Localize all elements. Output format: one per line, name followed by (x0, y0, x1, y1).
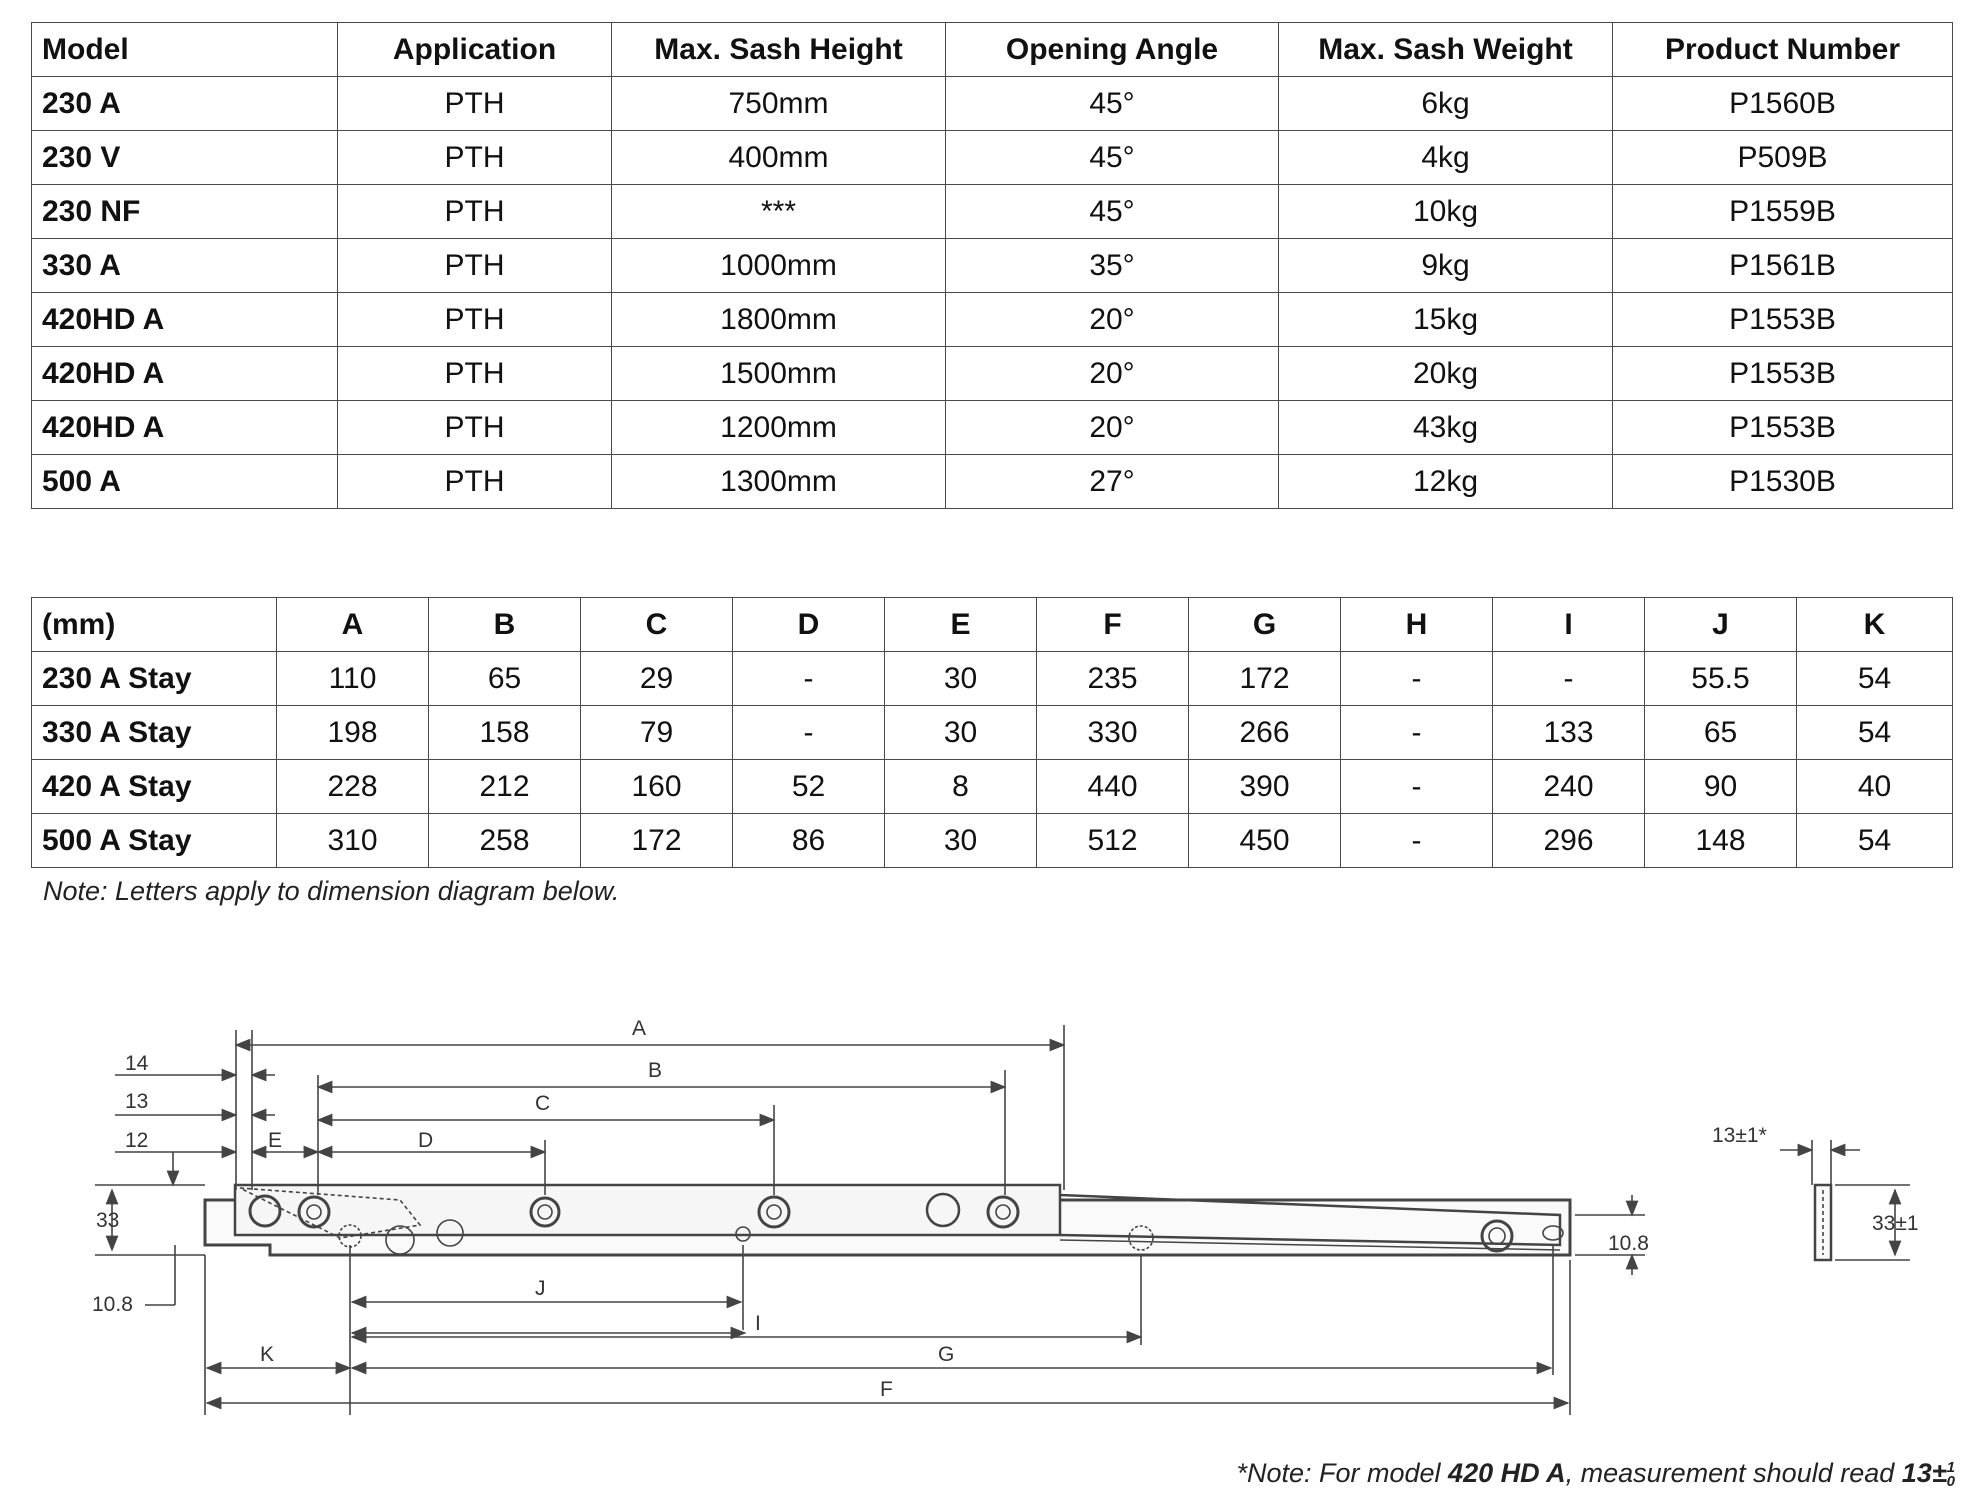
label-K: K (260, 1343, 275, 1366)
dims-cell: 54 (1797, 814, 1953, 868)
models-cell: 43kg (1279, 401, 1613, 455)
models-cell: P509B (1613, 131, 1953, 185)
dims-header-cell: H (1341, 598, 1493, 652)
dims-header-cell: A (277, 598, 429, 652)
dims-header-cell: D (733, 598, 885, 652)
dimension-diagram (0, 990, 1975, 1450)
models-cell: 230 A (32, 77, 338, 131)
dims-cell: 65 (1645, 706, 1797, 760)
models-cell: P1560B (1613, 77, 1953, 131)
dims-cell: 29 (581, 652, 733, 706)
models-cell: PTH (338, 239, 612, 293)
dims-cell: - (733, 652, 885, 706)
models-cell: PTH (338, 131, 612, 185)
dims-cell: 420 A Stay (32, 760, 277, 814)
models-header-cell: Max. Sash Weight (1279, 23, 1613, 77)
dimensions-table (31, 597, 1953, 868)
models-row (32, 347, 1953, 401)
models-row (32, 77, 1953, 131)
models-row (32, 185, 1953, 239)
models-cell: 230 NF (32, 185, 338, 239)
models-cell: PTH (338, 401, 612, 455)
models-cell: PTH (338, 77, 612, 131)
models-cell: P1530B (1613, 455, 1953, 509)
models-cell: 400mm (612, 131, 946, 185)
footnote-value: 13 (1901, 1458, 1932, 1488)
dims-cell: - (1341, 652, 1493, 706)
models-table (31, 22, 1953, 509)
dims-cell: 52 (733, 760, 885, 814)
dims-cell: 40 (1797, 760, 1953, 814)
models-cell: 45° (946, 77, 1279, 131)
label-10-8-left: 10.8 (92, 1293, 133, 1316)
dims-cell: 90 (1645, 760, 1797, 814)
dims-cell: 54 (1797, 652, 1953, 706)
models-cell: 15kg (1279, 293, 1613, 347)
dims-cell: 172 (1189, 652, 1341, 706)
dims-header-cell: (mm) (32, 598, 277, 652)
label-13: 13 (125, 1090, 149, 1113)
models-cell: 420HD A (32, 293, 338, 347)
models-header-cell: Model (32, 23, 338, 77)
models-cell: 6kg (1279, 77, 1613, 131)
models-cell: P1553B (1613, 347, 1953, 401)
label-A: A (632, 1017, 647, 1040)
models-cell: 420HD A (32, 401, 338, 455)
models-cell: 27° (946, 455, 1279, 509)
dims-header-cell: J (1645, 598, 1797, 652)
letters-note: Note: Letters apply to dimension diagram below. (43, 876, 620, 906)
stay-upper-arm (235, 1185, 1060, 1235)
models-cell: 45° (946, 131, 1279, 185)
dims-cell: 266 (1189, 706, 1341, 760)
dims-row (32, 760, 1953, 814)
models-row (32, 455, 1953, 509)
models-cell: P1559B (1613, 185, 1953, 239)
dims-cell: 30 (885, 706, 1037, 760)
models-header-cell: Max. Sash Height (612, 23, 946, 77)
models-header-row (32, 23, 1953, 77)
models-cell: 9kg (1279, 239, 1613, 293)
label-13pm1: 13±1* (1712, 1124, 1767, 1147)
label-C: C (535, 1092, 551, 1115)
dims-cell: 54 (1797, 706, 1953, 760)
dims-row (32, 706, 1953, 760)
models-cell: PTH (338, 185, 612, 239)
dims-cell: 390 (1189, 760, 1341, 814)
dims-header-cell: B (429, 598, 581, 652)
models-header-cell: Application (338, 23, 612, 77)
dims-cell: 450 (1189, 814, 1341, 868)
dims-row (32, 814, 1953, 868)
dims-cell: 86 (733, 814, 885, 868)
models-cell: 330 A (32, 239, 338, 293)
models-cell: *** (612, 185, 946, 239)
models-header-cell: Opening Angle (946, 23, 1279, 77)
dims-cell: 160 (581, 760, 733, 814)
footnote: *Note: For model 420 HD A, measurement should read 13± 1 0 (1236, 1458, 1955, 1490)
label-12: 12 (125, 1129, 149, 1152)
tolerance-lower: 0 (1946, 1472, 1955, 1490)
dims-cell: 228 (277, 760, 429, 814)
models-cell: PTH (338, 455, 612, 509)
dims-cell: 296 (1493, 814, 1645, 868)
dims-cell: 512 (1037, 814, 1189, 868)
dims-cell: 30 (885, 814, 1037, 868)
models-cell: P1561B (1613, 239, 1953, 293)
models-cell: 230 V (32, 131, 338, 185)
label-33: 33 (96, 1209, 120, 1232)
models-cell: 500 A (32, 455, 338, 509)
dims-cell: 65 (429, 652, 581, 706)
dims-header-cell: G (1189, 598, 1341, 652)
tolerance-upper: 1 (1946, 1458, 1955, 1476)
dims-header-cell: F (1037, 598, 1189, 652)
models-cell: 4kg (1279, 131, 1613, 185)
dims-cell: 500 A Stay (32, 814, 277, 868)
dims-cell: 79 (581, 706, 733, 760)
dims-cell: 235 (1037, 652, 1189, 706)
dims-cell: - (733, 706, 885, 760)
models-row (32, 131, 1953, 185)
models-row (32, 239, 1953, 293)
dims-cell: 8 (885, 760, 1037, 814)
dims-header-cell: K (1797, 598, 1953, 652)
label-E: E (268, 1129, 283, 1152)
dims-cell: 55.5 (1645, 652, 1797, 706)
models-cell: 1800mm (612, 293, 946, 347)
models-cell: 12kg (1279, 455, 1613, 509)
models-cell: 20° (946, 401, 1279, 455)
models-cell: 420HD A (32, 347, 338, 401)
label-F: F (880, 1378, 893, 1401)
dims-cell: - (1341, 814, 1493, 868)
dims-cell: 258 (429, 814, 581, 868)
models-row (32, 293, 1953, 347)
models-cell: 45° (946, 185, 1279, 239)
models-cell: 1200mm (612, 401, 946, 455)
label-33pm1: 33±1 (1872, 1212, 1919, 1235)
models-cell: 35° (946, 239, 1279, 293)
dims-cell: - (1341, 760, 1493, 814)
dims-cell: 440 (1037, 760, 1189, 814)
models-cell: 20° (946, 293, 1279, 347)
dims-header-cell: E (885, 598, 1037, 652)
dims-cell: 240 (1493, 760, 1645, 814)
models-cell: P1553B (1613, 401, 1953, 455)
dims-cell: 30 (885, 652, 1037, 706)
models-cell: 750mm (612, 77, 946, 131)
dims-cell: 110 (277, 652, 429, 706)
models-cell: PTH (338, 347, 612, 401)
footnote-prefix: *Note: For model (1236, 1458, 1449, 1488)
models-row (32, 401, 1953, 455)
dims-cell: 330 A Stay (32, 706, 277, 760)
dims-cell: 133 (1493, 706, 1645, 760)
models-cell: 1300mm (612, 455, 946, 509)
label-I: I (755, 1312, 761, 1335)
models-cell: PTH (338, 293, 612, 347)
dims-cell: 310 (277, 814, 429, 868)
label-G: G (938, 1343, 955, 1366)
models-cell: P1553B (1613, 293, 1953, 347)
dims-cell: 148 (1645, 814, 1797, 868)
dims-header-row (32, 598, 1953, 652)
models-cell: 20° (946, 347, 1279, 401)
dims-row (32, 652, 1953, 706)
dims-cell: - (1341, 706, 1493, 760)
dims-header-cell: C (581, 598, 733, 652)
dims-cell: 212 (429, 760, 581, 814)
label-D: D (418, 1129, 434, 1152)
label-10-8-right: 10.8 (1608, 1232, 1649, 1255)
dims-cell: 230 A Stay (32, 652, 277, 706)
label-14: 14 (125, 1052, 149, 1075)
footnote-model: 420 HD A (1448, 1458, 1566, 1488)
models-cell: 1000mm (612, 239, 946, 293)
footnote-middle: , measurement should read (1565, 1458, 1902, 1488)
models-cell: 1500mm (612, 347, 946, 401)
label-J: J (535, 1277, 546, 1300)
dims-cell: 198 (277, 706, 429, 760)
dims-cell: 330 (1037, 706, 1189, 760)
dims-cell: 158 (429, 706, 581, 760)
models-cell: 10kg (1279, 185, 1613, 239)
dims-header-cell: I (1493, 598, 1645, 652)
label-B: B (648, 1059, 663, 1082)
dims-cell: - (1493, 652, 1645, 706)
models-header-cell: Product Number (1613, 23, 1953, 77)
dims-cell: 172 (581, 814, 733, 868)
models-cell: 20kg (1279, 347, 1613, 401)
